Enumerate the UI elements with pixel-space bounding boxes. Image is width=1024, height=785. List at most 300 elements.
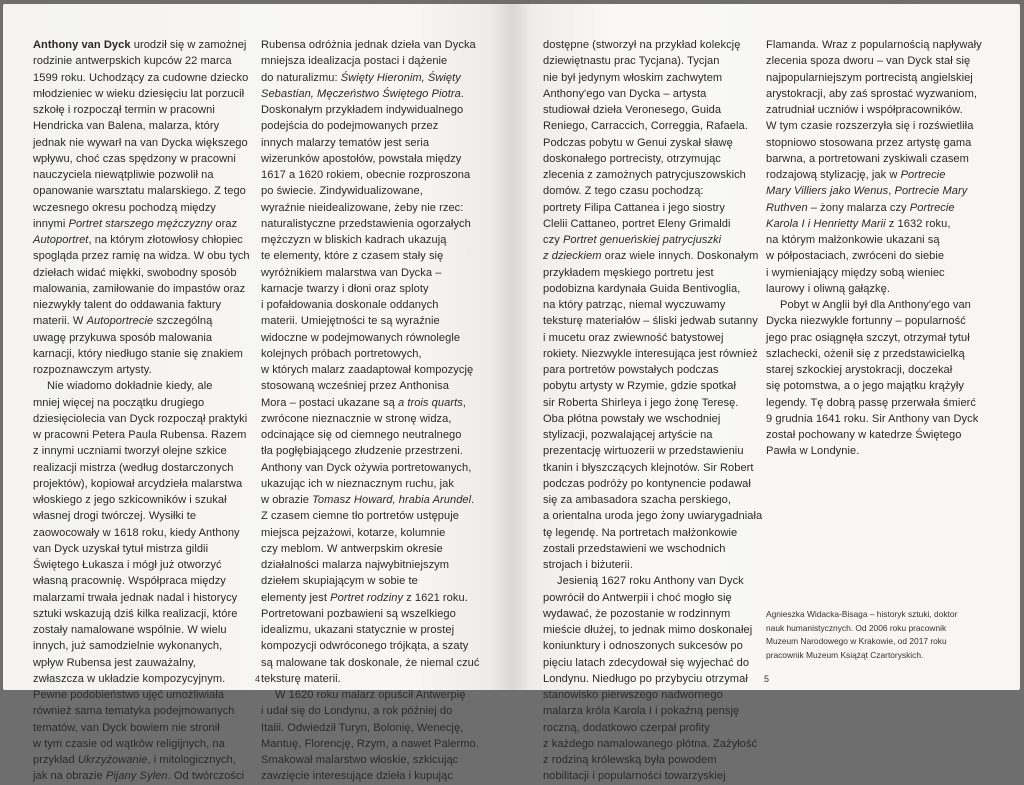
- text-run: przykładem męskiego portretu jest: [543, 266, 714, 279]
- text-run: zawzięcie interesujące dzieła i kupując: [261, 770, 453, 783]
- text-run: , na którym złotowłosy chłopiec: [88, 234, 243, 246]
- text-run: strojach i biżuterii.: [543, 559, 633, 571]
- text-run: zwłaszcza w układzie kompozycyjnym.: [33, 672, 226, 685]
- text-line: [261, 135, 489, 151]
- text-run: się potomstwa, a o jego majątku krążyły: [766, 380, 965, 393]
- text-run: z rodziną królewską była powodem: [543, 754, 717, 766]
- page-number: 4: [255, 674, 261, 684]
- text-run: dziesięciolecia van Dyck rozpoczął praktyki: [33, 412, 248, 425]
- text-run: wyróżnikiem malarstwa van Dycka –: [261, 266, 442, 279]
- text-line: [543, 248, 771, 264]
- text-line: [261, 736, 489, 752]
- text-run: w których malarz zaadaptował kompozycję: [261, 364, 474, 376]
- text-line: [261, 638, 489, 654]
- text-line: [543, 395, 771, 411]
- text-run: ukazując ich w nieznacznym ruchu, jak: [261, 477, 454, 490]
- text-line: [261, 216, 489, 232]
- text-line: [766, 86, 994, 102]
- italic-title: Mary Villiers jako Wenus: [766, 185, 889, 198]
- text-run: szkołę i rozpoczął termin w pracowni: [33, 104, 215, 116]
- text-run: prezentację wirtuozerii w przedstawieniu: [543, 445, 744, 458]
- text-line: [261, 427, 489, 443]
- text-line: [766, 151, 994, 167]
- text-line: [261, 378, 489, 394]
- text-run: Dycka niezwykle fortunny – popularność: [766, 315, 966, 328]
- text-line: [766, 102, 994, 118]
- text-line: [766, 265, 994, 281]
- text-run: są malowane tak doskonale, że niemal czuć: [261, 656, 480, 669]
- text-run: odcinające się od ciemnego neutralnego: [261, 429, 462, 441]
- text-run: Mora – postaci ukazane są: [261, 396, 398, 409]
- text-run: teksturę materii.: [261, 672, 341, 685]
- text-run: wpływu, choć czas spędzony w pracowni: [33, 152, 236, 165]
- text-run: Podczas pobytu w Genui zyskał sławę: [543, 136, 733, 149]
- text-run: studiował dzieła Veronesego, Guida: [543, 104, 722, 116]
- italic-title: Autoportret: [33, 234, 89, 246]
- text-line: [33, 37, 258, 53]
- text-run: na który patrząc, niemal wyczuwamy: [543, 299, 726, 311]
- text-line: [33, 460, 258, 476]
- text-line: [543, 135, 771, 151]
- text-run: Smakował malarstwo włoskie, szkicując: [261, 754, 459, 766]
- text-run: również sama tematyka podejmowanych: [33, 705, 235, 718]
- text-line: [766, 248, 994, 264]
- text-line: [33, 265, 258, 281]
- text-line: [33, 53, 258, 69]
- text-run: i udał się do Londynu, a rok później do: [261, 705, 453, 718]
- text-line: [33, 346, 258, 362]
- text-line: [261, 492, 489, 508]
- text-line: [261, 590, 489, 606]
- text-run: w pracowni Petera Paula Rubensa. Razem: [33, 429, 247, 441]
- text-line: [543, 768, 771, 784]
- text-run: malowania, zamiłowanie do impastów oraz: [33, 282, 246, 295]
- text-run: czy meblom. W antwerpskim okresie: [261, 542, 443, 555]
- text-line: [33, 248, 258, 264]
- italic-title: Portret genueńskiej patrycjuszki: [562, 234, 722, 246]
- text-run: rokiety. Niezwykle interesująca jest również: [543, 347, 758, 360]
- text-run: tła pogłębiającego złudzenie przestrzeni.: [261, 445, 463, 458]
- text-run: stosowaną wcześniej przez Anthonisa: [261, 380, 449, 393]
- text-run: doskonałego portrecisty, otrzymując: [543, 152, 721, 165]
- text-run: do naturalizmu:: [261, 71, 341, 84]
- text-run: koniunktury i odnoszonych sukcesów po: [543, 640, 743, 653]
- text-line: [543, 265, 771, 281]
- text-line: [33, 135, 258, 151]
- text-line: [33, 638, 258, 654]
- text-line: [261, 443, 489, 459]
- text-line: [261, 411, 489, 427]
- text-run: zostali przedstawieni we wschodnich: [543, 542, 726, 555]
- text-line: [261, 346, 489, 362]
- text-line: [543, 557, 771, 573]
- text-line: [33, 378, 258, 394]
- text-line: [261, 232, 489, 248]
- text-run: starej szkockiej arystokracji, doczekał: [766, 364, 953, 376]
- text-run: elementy jest: [261, 591, 331, 604]
- text-run: dziełem skupiającym w sobie te: [261, 575, 418, 588]
- text-run: innymi: [33, 217, 69, 230]
- right-page: [512, 4, 1020, 783]
- text-run: Z czasem ciemne tło portretów ustępuje: [261, 510, 459, 523]
- text-run: zlecenia spoza dworu – van Dyck stał się: [766, 55, 971, 68]
- bio-line: nauk humanistycznych. Od 2006 roku pracownik: [766, 622, 947, 633]
- text-line: [766, 200, 994, 216]
- text-line: [33, 492, 258, 508]
- italic-title: z dzieckiem: [543, 250, 602, 263]
- text-run: Doskonałym przykładem indywidualnego: [261, 104, 464, 116]
- text-run: dostępne (stworzył na przykład kolekcję: [543, 39, 741, 51]
- text-line: [33, 102, 258, 118]
- text-run: naturalistyczne przedstawienia ogorzałych: [261, 217, 471, 230]
- text-run: stanowisko pierwszego nadwornego: [543, 689, 723, 701]
- text-line: [543, 362, 771, 378]
- text-run: kolejnych próbach portretowych,: [261, 347, 422, 360]
- text-line: [543, 37, 771, 53]
- text-run: 1599 roku. Uchodzący za cudowne dziecko: [33, 71, 249, 84]
- text-line: [33, 427, 258, 443]
- text-line: [543, 411, 771, 427]
- text-run: i wymieniający między sobą wieniec: [766, 266, 945, 279]
- text-line: [33, 590, 258, 606]
- text-line: [33, 167, 258, 183]
- italic-title: Portrecie: [909, 201, 955, 214]
- text-run: podejścia do podejmowanych przez: [261, 120, 439, 133]
- text-line: [766, 362, 994, 378]
- italic-title: Ruthven: [766, 201, 808, 214]
- text-line: [543, 590, 771, 606]
- text-run: wizerunków apostołów, powstała między: [261, 152, 462, 165]
- text-line: [33, 151, 258, 167]
- text-run: tkanin i błyszczących klejnotów. Sir Robert: [543, 461, 754, 474]
- text-line: [543, 216, 771, 232]
- text-run: czy: [543, 234, 563, 246]
- author-bio: [766, 608, 986, 662]
- text-run: z 1621 roku.: [403, 591, 468, 604]
- text-run: karnacje twarzy i dłoni oraz sploty: [261, 282, 429, 295]
- text-run: malarzami trwała jednak nadal i historycy: [33, 591, 238, 604]
- text-line: [261, 573, 489, 589]
- text-line: [543, 330, 771, 346]
- text-run: nauczyciela niewątpliwie pozwolił na: [33, 169, 214, 181]
- text-run: nobilitacji i popularności towarzyskiej: [543, 770, 726, 783]
- text-run: pobytu artysty w Rzymie, gdzie spotkał: [543, 380, 737, 393]
- text-run: podobizna kardynała Guida Bentivoglia,: [543, 282, 741, 295]
- text-line: [766, 378, 994, 394]
- text-run: legendy. Tę dobrą passę przerwała śmierć: [766, 396, 977, 409]
- text-line: [543, 752, 771, 768]
- text-line: [766, 167, 994, 183]
- italic-title: Autoportrecie: [86, 315, 154, 328]
- text-line: [766, 53, 994, 69]
- text-run: sztuki wskazują dziś kilka realizacji, które: [33, 607, 238, 620]
- text-line: [261, 86, 489, 102]
- italic-title: Portret starszego mężczyzny: [68, 217, 213, 230]
- text-line: [543, 476, 771, 492]
- text-run: wydawać, że pozostanie w rodzinnym: [543, 607, 731, 620]
- text-line: [766, 183, 994, 199]
- text-run: Jesienią 1627 roku Anthony van Dyck: [557, 575, 744, 588]
- text-line: [261, 362, 489, 378]
- text-line: [543, 541, 771, 557]
- text-run: mieście dłużej, to jednak mimo doskonałej: [543, 624, 753, 636]
- text-run: własną pracownię. Współpraca między: [33, 575, 226, 588]
- text-line: [261, 183, 489, 199]
- text-run: Italii. Odwiedził Turyn, Bolonię, Wenecję,: [261, 721, 464, 734]
- bio-line: Agnieszka Widacka-Bisaga – historyk sztuki, doktor: [766, 609, 958, 619]
- text-line: [543, 703, 771, 719]
- text-run: oraz wiele innych. Doskonałym: [601, 250, 759, 263]
- text-line: [33, 736, 258, 752]
- text-run: rodzinie antwerpskich kupców 22 marca: [33, 55, 232, 68]
- text-line: [33, 232, 258, 248]
- text-line: [543, 427, 771, 443]
- text-run: – żony malarza czy: [807, 201, 910, 214]
- bold-text: Anthony van Dyck: [33, 39, 131, 51]
- text-line: [33, 557, 258, 573]
- italic-title: Karola I i Henrietty Marii: [766, 217, 886, 230]
- text-run: wyraźnie nieidealizowane, żeby nie rzec:: [261, 201, 464, 214]
- text-run: innych, już samodzielnie wykonanych,: [33, 640, 223, 653]
- text-run: nie był jedynym włoskim zachwytem: [543, 71, 723, 84]
- text-run: stopniowo stosowana przez artystę gama: [766, 136, 972, 149]
- text-line: [766, 297, 994, 313]
- text-line: [261, 557, 489, 573]
- text-run: rodzajową stylizację, jak w: [766, 169, 901, 181]
- text-run: Rubensa odróżnia jednak dzieła van Dycka: [261, 39, 476, 51]
- text-column: [33, 37, 261, 785]
- text-line: [766, 37, 994, 53]
- text-run: przykład: [33, 754, 78, 766]
- text-line: [766, 70, 994, 86]
- text-run: podczas podróży po kontynencie podawał: [543, 477, 751, 490]
- text-line: [543, 720, 771, 736]
- text-line: [543, 183, 771, 199]
- text-line: [261, 70, 489, 86]
- text-line: [261, 395, 489, 411]
- text-run: się za ambasadora szacha perskiego,: [543, 494, 731, 506]
- text-run: Nie wiadomo dokładnie kiedy, ale: [47, 380, 213, 393]
- text-run: szlachecki, ożenił się z przedstawicielką: [766, 347, 965, 360]
- left-page: [3, 4, 512, 783]
- text-run: i mucetu oraz zwiewność batystowej: [543, 331, 724, 344]
- text-line: [33, 703, 258, 719]
- text-line: [33, 281, 258, 297]
- text-run: wczesnego okresu pochodzą między: [33, 201, 216, 214]
- text-line: [543, 102, 771, 118]
- text-run: materii. W: [33, 315, 87, 328]
- text-run: własnej drogi twórczej. Wysiłki te: [33, 510, 197, 523]
- text-line: [33, 216, 258, 232]
- text-line: [261, 541, 489, 557]
- text-run: 9 grudnia 1641 roku. Sir Anthony van Dyck: [766, 412, 979, 425]
- italic-title: Portrecie: [900, 169, 946, 181]
- text-line: [766, 281, 994, 297]
- text-run: zostały namalowane wspólnie. W wielu: [33, 624, 227, 636]
- text-run: niezwykły talent do oddawania faktury: [33, 299, 222, 311]
- text-run: jak na obrazie: [33, 770, 106, 783]
- text-run: działalności malarza najwybitniejszym: [261, 559, 450, 571]
- text-line: [261, 297, 489, 313]
- text-run: w obrazie: [261, 494, 313, 506]
- text-line: [543, 460, 771, 476]
- text-column: [261, 37, 489, 785]
- text-line: [33, 86, 258, 102]
- text-run: i pofałdowania doskonale oddanych: [261, 299, 439, 311]
- text-run: Pobyt w Anglii był dla Anthony'ego van: [780, 299, 971, 311]
- text-run: stylizacji, pozwalającej artyście na: [543, 429, 713, 441]
- text-run: a orientalna uroda jego żony uwiarygadniała: [543, 510, 763, 523]
- book-spread: [3, 4, 1020, 783]
- text-line: [261, 752, 489, 768]
- text-line: [33, 541, 258, 557]
- text-run: .: [460, 87, 464, 100]
- text-column: [766, 37, 994, 460]
- text-line: [543, 313, 771, 329]
- text-run: . Od twórczości: [167, 770, 245, 783]
- text-run: z 1632 roku,: [885, 217, 951, 230]
- text-run: dziełach widać miękki, swobodny sposób: [33, 266, 237, 279]
- text-run: młodzieniec w wieku dziesięciu lat porzucił: [33, 87, 245, 100]
- text-run: teksturę materiałów – śliski jedwab sutanny: [543, 315, 758, 328]
- text-line: [33, 606, 258, 622]
- text-run: zlecenia z zamożnych patrycjuszowskich: [543, 169, 746, 181]
- text-line: [766, 411, 994, 427]
- text-line: [261, 200, 489, 216]
- text-line: [261, 720, 489, 736]
- text-run: barwna, a portretowani zyskiwali czasem: [766, 152, 969, 165]
- text-line: [261, 508, 489, 524]
- text-run: karnacji, który niedługo stanie się znakiem: [33, 347, 243, 360]
- text-run: innych malarzy tematów jest seria: [261, 136, 430, 149]
- text-line: [33, 655, 258, 671]
- text-line: [33, 313, 258, 329]
- text-run: tematów, van Dyck bowiem nie stronił: [33, 721, 220, 734]
- text-run: mniej więcej na początku drugiego: [33, 396, 205, 409]
- text-line: [33, 525, 258, 541]
- text-line: [543, 151, 771, 167]
- text-run: powrócił do Antwerpii i choć mogło się: [543, 591, 732, 604]
- text-line: [261, 53, 489, 69]
- text-line: [766, 135, 994, 151]
- text-line: [543, 671, 771, 687]
- text-run: najpopularniejszym portrecistą angielskiej: [766, 71, 973, 84]
- text-run: jednak nie wywarł na van Dycka większego: [33, 136, 248, 149]
- text-run: malarza króla Karola I i pokaźną pensję: [543, 705, 740, 718]
- text-run: zaowocowały w 1618 roku, kiedy Anthony: [33, 526, 240, 539]
- text-line: [261, 655, 489, 671]
- text-run: włoskiego z jego szkicowników i szukał: [33, 494, 227, 506]
- text-run: jego prac osiągnęła szczyt, otrzymał tytuł: [766, 331, 970, 344]
- text-line: [261, 37, 489, 53]
- text-line: [33, 508, 258, 524]
- text-line: [766, 427, 994, 443]
- text-line: [543, 167, 771, 183]
- text-line: [543, 86, 771, 102]
- text-run: te elementy, które z czasem stały się: [261, 250, 444, 263]
- text-run: laurowy i oliwną gałązkę.: [766, 282, 890, 295]
- text-line: [261, 671, 489, 687]
- text-line: [261, 313, 489, 329]
- text-line: [261, 265, 489, 281]
- text-run: z każdego namalowanego płótna. Zażyłość: [543, 737, 758, 750]
- text-run: na którym małżonkowie ukazani są: [766, 234, 940, 246]
- bio-line: pracownik Muzeum Książąt Czartoryskich.: [766, 649, 924, 660]
- text-run: mniejsza idealizacja postaci i dążenie: [261, 55, 448, 68]
- text-line: [261, 281, 489, 297]
- text-line: [543, 70, 771, 86]
- text-run: urodził się w zamożnej: [130, 39, 247, 51]
- text-run: Oba płótna powstały we wschodniej: [543, 412, 721, 425]
- text-run: Flamanda. Wraz z popularnością napływały: [766, 39, 982, 51]
- text-column: [543, 37, 771, 785]
- text-line: [766, 313, 994, 329]
- text-run: kompozycji odwróconego trójkąta, a szaty: [261, 640, 469, 653]
- text-run: uwagę przykuwa sposób malowania: [33, 331, 213, 344]
- text-run: para portretów powstałych podczas: [543, 364, 719, 376]
- text-line: [261, 525, 489, 541]
- text-line: [261, 102, 489, 118]
- text-line: [543, 736, 771, 752]
- text-line: [543, 281, 771, 297]
- text-line: [766, 346, 994, 362]
- text-run: zwrócone nieznacznie w stronę widza,: [261, 412, 452, 425]
- text-run: rozpoznawczym artysty.: [33, 364, 152, 376]
- text-line: [33, 768, 258, 784]
- text-run: Reniego, Carraccich, Correggia, Rafaela.: [543, 120, 748, 133]
- text-line: [33, 720, 258, 736]
- text-line: [33, 671, 261, 687]
- italic-title: Pijany Sylen: [105, 770, 168, 783]
- text-run: Portretowani pozbawieni są wszelkiego: [261, 607, 456, 620]
- text-run: sir Roberta Shirleya i jego żonę Teresę.: [543, 396, 739, 409]
- text-line: [33, 297, 258, 313]
- text-run: W tym czasie rozszerzyła się i rozświetliła: [766, 120, 974, 133]
- text-line: [543, 297, 771, 313]
- text-line: [543, 346, 771, 362]
- text-run: mężczyzn w bliskich kadrach ukazują: [261, 234, 447, 246]
- text-line: [261, 703, 489, 719]
- text-run: wpływ Rubensa jest zauważalny,: [33, 656, 196, 669]
- text-run: miejsca pejzażowi, kotarze, kolumnie: [261, 526, 446, 539]
- text-line: [33, 395, 258, 411]
- text-run: arystokracji, aby zaś sprostać wyzwaniom,: [766, 87, 978, 100]
- text-line: [543, 53, 771, 69]
- text-run: Anthony'ego van Dycka – artysta: [543, 87, 707, 100]
- text-run: Mantuę, Florencję, Rzym, a nawet Palermo.: [261, 737, 479, 750]
- text-line: [766, 216, 994, 232]
- text-run: ,: [888, 185, 895, 198]
- text-run: Świętego Łukasza i mógł już otworzyć: [33, 559, 222, 571]
- text-line: [261, 622, 489, 638]
- italic-title: Portrecie Mary: [894, 185, 968, 198]
- text-line: [261, 167, 489, 183]
- italic-title: Święty Hieronim, Święty: [340, 71, 461, 84]
- text-line: [543, 508, 771, 524]
- italic-title: a trois quarts: [397, 396, 463, 409]
- text-line: [261, 476, 489, 492]
- text-line: [33, 573, 258, 589]
- text-line: [33, 362, 258, 378]
- italic-title: Ukrzyżowanie: [77, 754, 148, 766]
- text-line: [33, 622, 258, 638]
- text-line: [766, 443, 994, 459]
- text-run: Anthony van Dyck ożywia portretowanych,: [261, 461, 472, 474]
- text-run: Pawła w Londynie.: [766, 445, 860, 458]
- text-run: roczną, dodatkowo czerpał profity: [543, 721, 710, 734]
- text-line: [543, 622, 771, 638]
- text-line: [33, 411, 258, 427]
